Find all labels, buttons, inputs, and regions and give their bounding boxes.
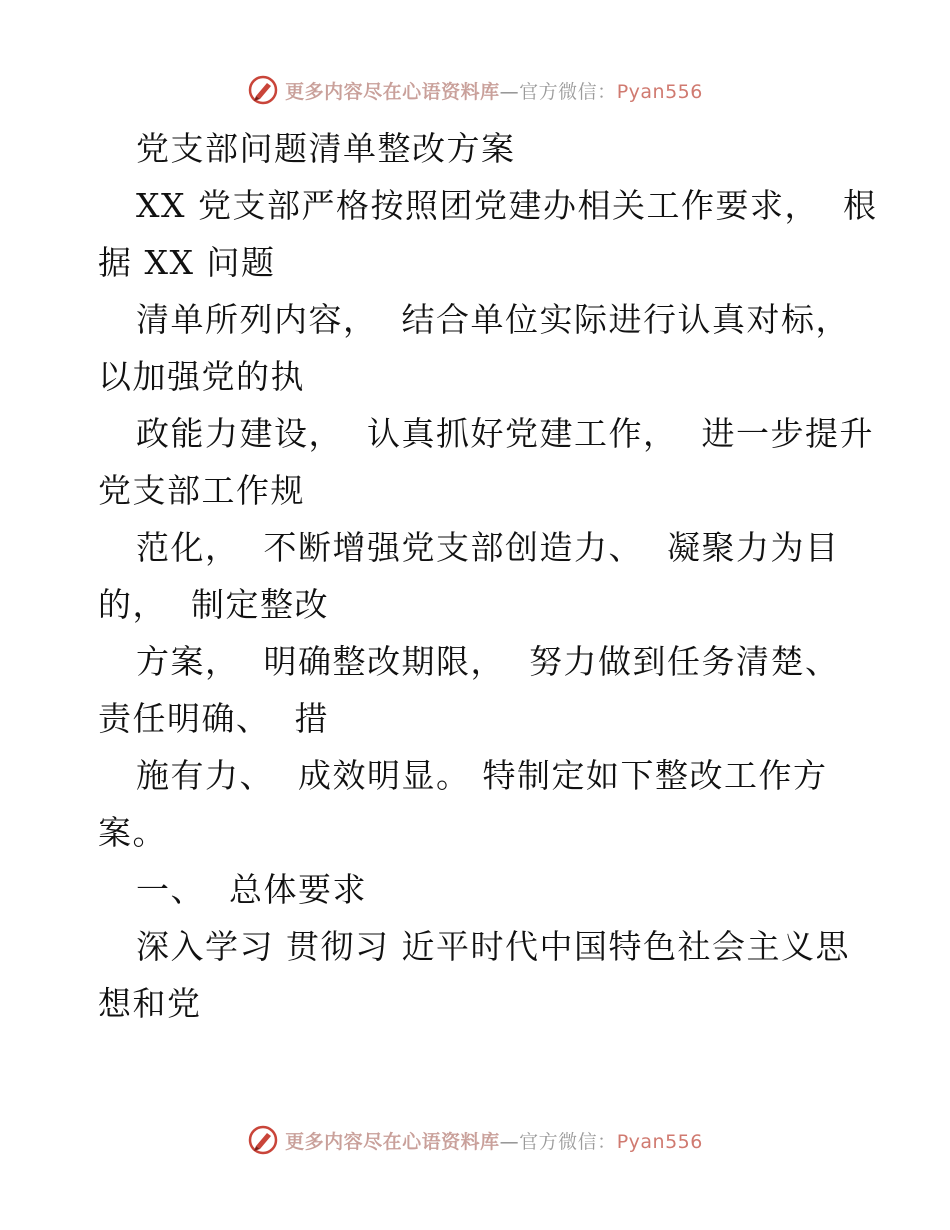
watermark-main: 更多内容尽在心语资料库: [285, 1130, 500, 1153]
doc-line: 范化， 不断增强党支部创造力、 凝聚力为目: [136, 528, 840, 567]
watermark-sub: 官方微信：: [519, 80, 617, 103]
watermark-id: Pyan556: [616, 80, 703, 103]
doc-line: 想和党: [98, 984, 202, 1023]
doc-line: 案。: [98, 813, 167, 852]
doc-line: 以加强党的执: [98, 357, 305, 396]
doc-line: 政能力建设， 认真抓好党建工作， 进一步提升: [136, 414, 874, 453]
doc-title: 党支部问题清单整改方案: [136, 129, 516, 168]
watermark-main: 更多内容尽在心语资料库: [285, 80, 500, 103]
document-body: [98, 120, 878, 1032]
watermark-dash: —: [499, 1130, 520, 1153]
doc-line: 党支部工作规: [98, 471, 305, 510]
footer-watermark: [0, 1122, 950, 1158]
section-heading: 一、 总体要求: [136, 870, 367, 909]
doc-line: XX 党支部严格按照团党建办相关工作要求， 根: [136, 186, 878, 225]
watermark-dash: —: [499, 80, 520, 103]
watermark-text: [285, 1127, 703, 1154]
watermark-text: [285, 77, 703, 104]
doc-line: 的， 制定整改: [98, 585, 329, 624]
watermark-sub: 官方微信：: [519, 1130, 617, 1153]
doc-line: 据 XX 问题: [98, 243, 276, 282]
pen-logo-icon: [247, 1124, 279, 1156]
watermark-id: Pyan556: [616, 1130, 703, 1153]
doc-line: 责任明确、 措: [98, 699, 329, 738]
doc-line: 深入学习 贯彻习 近平时代中国特色社会主义思: [136, 927, 850, 966]
header-watermark: [0, 72, 950, 108]
pen-logo-icon: [247, 74, 279, 106]
doc-line: 方案， 明确整改期限， 努力做到任务清楚、: [136, 642, 840, 681]
doc-line: 施有力、 成效明显。 特制定如下整改工作方: [136, 756, 828, 795]
doc-line: 清单所列内容， 结合单位实际进行认真对标，: [136, 300, 850, 339]
